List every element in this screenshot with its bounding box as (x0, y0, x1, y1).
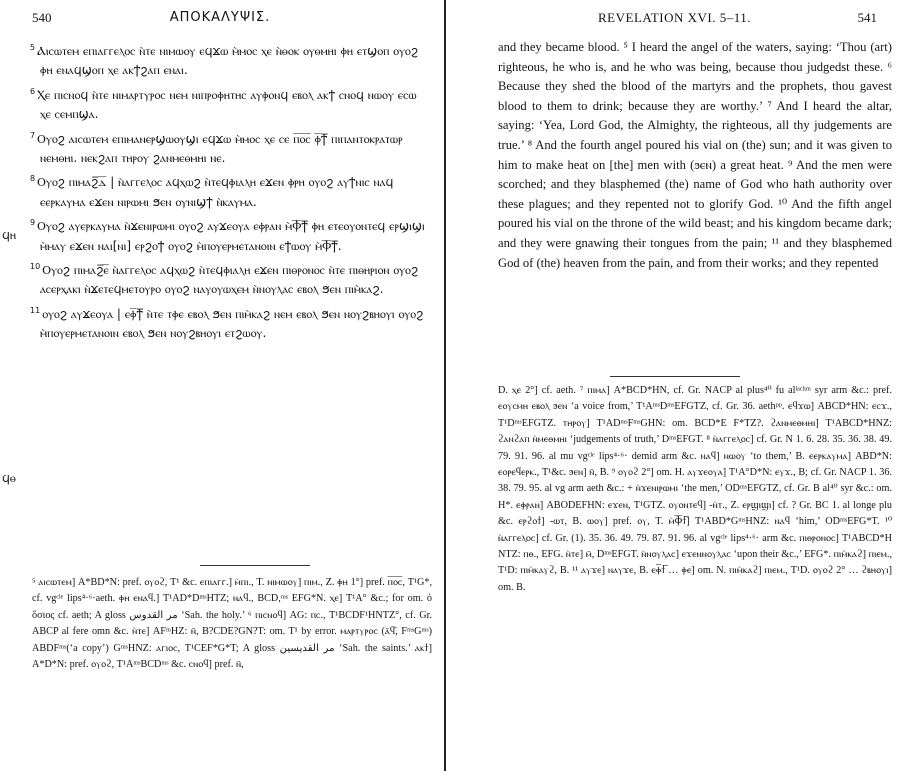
apparatus-text: D. ⲭⲉ 2°] cf. aeth. ⁷ ⲡⲓⲙⲁ] A*BCD*HN, cf. Gr. NACP al plus⁴⁰ fu alˡᵃᶜʰᵐ syr arm &c.: pref. ⲉⲟⲩⲥⲙⲏ ⲉⲃⲟⲗ ϧⲉⲛ ‘a voice from,’ T¹AᵐˢDᵐˢEFGTZ, cf. Gr. 36. aethᵖᵖ. ⲉϥϫⲱ] ABCD*HN: ⲉⲥϫ., T¹DᵐˢEFGTZ. ⲧⲏⲣⲟⲩ] T¹ADᵐˢFᵐˢGHN: om. BCD*E F*TZ?. ϩⲁⲛⲙⲉⲑⲙⲏⲓ] T¹ABCD*HNZ: ϩⲁⲛϩⲁⲡ ⲛ̀ⲙⲉⲑⲙⲏⲓ ‘judgements of truth,’ DᵐˢEFGT. ⁸ ⲛ̀ⲁⲅⲅⲉⲗⲟⲥ] cf. Gr. N 1. 6. 28. 35. 36. 38. 49. 79. 91. 96. al mu vgᶜˡᵉ lips⁴·⁶· demid arm &c. ⲛⲁϥ] ⲛⲱⲟⲩ ‘to them,’ B. ⲉⲉⲣⲕⲁⲩⲙⲁ] ABD*N: ⲉⲟⲣⲉϥⲉⲣⲕ., T¹&c. ϧⲉⲛ] ⲛ̄, B. ⁹ ⲟⲩⲟϩ 2°] om. H. ⲁⲩϫⲉⲟⲩⲁ] T¹A°D*N: ⲉⲩϫ., B; cf. Gr. NACP 1. 36. 38. 79. 95. al vg arm aeth &c.: + ⲛ̀ϫⲉⲛⲓⲣⲱⲙⲓ ‘the men,’ ODᵐˢEFGTZ, cf. Gr. B al⁴⁰ syr &c.: om. H*. ⲉⲫⲣⲁⲛ] ABODEFHN: ⲉϫⲉⲛ, T¹GTZ. ⲟⲩⲟⲛⲧⲉϥ] -ⲛ̀ⲧ., Z. ⲉⲣϣⲓϣⲓ] cf. ? Gr. BC 1. al longe plu &c. ⲉⲣϩⲟϯ] -ⲱⲧ, B. ⲱⲟⲩ] pref. ⲟⲩ, T. ⲙ̀Ⲫ̅ϯ̅] T¹ABD*GᵐˢHNZ: ⲛⲁϥ ‘him,’ ODᵐˢEFG*T. ¹⁰ ⲛ̀ⲁⲅⲅⲉⲗⲟⲥ] cf. Gr. (1). 35. 36. 49. 79. 87. 91. 96. al vgᶜˡᵉ lips⁴·⁶· arm &c. ⲡⲓⲑⲣⲟⲛⲟⲥ] T¹ABCD*H NTZ: ⲡⲑ., EFG. ⲛ̀ⲧⲉ] ⲙ̄, DᵐˢEFGT. ⲛ̀ⲛⲟⲩⲗⲁⲥ] ⲉϫⲉⲛⲛⲟⲩⲗⲁⲥ ‘upon their &c.,’ EFG*. ⲡⲓⲙ̀ⲕⲁϩ] ⲡⲓⲉⲙ., T¹D: ⲡⲓⲙ̀ⲕⲁⲩϩ, B. ¹¹ ⲁⲩϫⲉ] ⲛⲁⲩϫⲉ, B. ⲉⲫ̅ϯ̅ … ⲫⲉ] om. N. ⲡⲓⲙ̀ⲕⲁϩ] ⲡⲓⲉⲙ., T¹D. ⲟⲩⲟϩ 2° … ϩⲃⲏⲟⲩⲓ] om. B. (498, 385, 892, 593)
left-header (0, 10, 440, 30)
gutter-divider (444, 0, 446, 771)
verse-number: 6 (30, 86, 36, 96)
verse-9 (30, 213, 428, 256)
apparatus-right (498, 383, 892, 596)
page-number-left: 540 (32, 10, 52, 25)
verse-5 (30, 38, 428, 81)
english-translation (498, 38, 892, 273)
page-number-right: 541 (857, 10, 877, 25)
footnote-rule-left (200, 565, 310, 566)
verse-8 (30, 169, 428, 212)
verse-text: Ⲟⲩⲟϩ ⲡⲓⲙⲁϩ̅ⲇ̅ | ⲛ̀ⲁⲅⲅⲉⲗⲟⲥ ⲁϥⲭⲱϩ ⲛ̀ⲧⲉϥⲫⲓⲁⲗⲏ ⲉϫⲉⲛ ⲫⲣⲏ ⲟⲩⲟϩ ⲁⲩϯⲛⲓⲥ ⲛⲁϥ ⲉⲉⲣⲕⲁⲩⲙⲁ ⲉϫⲉⲛ ⲛⲓⲣⲱⲙⲓ ϧⲉⲛ ⲟⲩⲛⲓϣϯ ⲛ̀ⲕⲁⲩⲙⲁ. (37, 175, 394, 209)
margin-note-2: ϥⲑ (2, 471, 16, 485)
verse-text: Ⲟⲩⲟϩ ⲁⲓⲥⲱⲧⲉⲙ ⲉⲡⲓⲙⲁⲛⲉⲣϣⲱⲟⲩϣⲓ ⲉϥϫⲱ ⲙ̀ⲙⲟⲥ ⲭⲉ ⲥⲉ ⲡ̅ⲟ̅ⲥ̅ ⲫ̅ϯ̅ ⲡⲓⲡⲁⲛⲧⲟⲕⲣⲁⲧⲱⲣ ⲛⲉⲙⲑⲏⲓ. ⲛⲉⲕϩⲁⲡ ⲧⲏⲣⲟⲩ ϩⲁⲛⲙⲉⲑⲙⲏⲓ ⲛⲉ. (37, 131, 403, 166)
verse-number: 11 (30, 305, 41, 315)
translation-text: and they became blood. ⁵ I heard the angel of the waters, saying: ‘Thou (art) righteous, he who is, and he who was being, because thou judgedst these. ⁶ Because they shed the blood of the martyrs and the prophets, thou gavest blood to them to drink; because they are worthy.’ ⁷ And I heard the altar, saying: ‘Yea, Lord God, the Almighty, the righteous, all thy judgements are true.’ ⁸ And the fourth angel poured his vial on (the) sun; and it was given to him to make heat on [the] men with (ϧⲉⲛ) a great heat. ⁹ And the men were scorched; and they blasphemed (the) name of God who hath authority over these plagues; and they repented not to glorify God. ¹⁰ And the fifth angel poured his vial on the throne of the wild beast; and his kingdom became dark; and they were gnawing their tongues from the pain; ¹¹ and they blasphemed God of (the) heaven from the pain, and from their works; and they repented (498, 40, 892, 270)
verse-text: Ⲟⲩⲟϩ ⲁⲩⲉⲣⲕⲁⲩⲙⲁ ⲛ̀ϫⲉⲛⲓⲣⲱⲙⲓ ⲟⲩⲟϩ ⲁⲩϫⲉⲟⲩⲁ ⲉⲫⲣⲁⲛ ⲙ̀Ⲫ̅ϯ̅ ⲫⲏ ⲉⲧⲉⲟⲩⲟⲛⲧⲉϥ ⲉⲣϣⲓϣⲓ ⲙ̀ⲙⲁⲩ ⲉϫⲉⲛ ⲛⲁⲓ[ⲛⲓ] ⲉⲣϩⲟϯ ⲟⲩⲟϩ ⲙ̀ⲡⲟⲩⲉⲣⲙⲉⲧⲁⲛⲟⲓⲛ ⲉϯⲱⲟⲩ ⲙ̀Ⲫ̅ϯ̅. (37, 219, 425, 253)
left-page (0, 0, 440, 771)
verse-10 (30, 257, 428, 300)
running-title-right: REVELATION XVI. 5–11. (598, 10, 751, 25)
margin-note-1: ϥⲏ (2, 228, 17, 242)
verse-text: ⲟⲩⲟϩ ⲁⲩϫⲉⲟⲩⲁ | ⲉⲫ̅ϯ̅ ⲛ̀ⲧⲉ ⲧⲫⲉ ⲉⲃⲟⲗ ϧⲉⲛ ⲡⲓⲙ̀ⲕⲁϩ ⲛⲉⲙ ⲉⲃⲟⲗ ϧⲉⲛ ⲛⲟⲩϩⲃⲏⲟⲩⲓ ⲟⲩⲟϩ ⲙ̀ⲡⲟⲩⲉⲣⲙⲉⲧⲁⲛⲟⲓⲛ ⲉⲃⲟⲗ ϧⲉⲛ ⲛⲟⲩϩⲃⲏⲟⲩⲓ ⲉⲧϩⲱⲟⲩ. (40, 306, 424, 341)
verse-text: Ⲟⲩⲟϩ ⲡⲓⲙⲁϩ̅ⲉ̅ ⲛ̀ⲁⲅⲅⲉⲗⲟⲥ ⲁϥⲭⲱϩ ⲛ̀ⲧⲉϥⲫⲓⲁⲗⲏ ⲉϫⲉⲛ ⲡⲓⲑⲣⲟⲛⲟⲥ ⲛ̀ⲧⲉ ⲡⲓⲑⲏⲣⲓⲟⲛ ⲟⲩⲟϩ ⲁⲥⲉⲣⲭⲁⲕⲓ ⲛ̀ϫⲉⲧⲉϥⲙⲉⲧⲟⲩⲣⲟ ⲟⲩⲟϩ ⲛⲁⲩⲟⲩⲱⲭⲉⲙ ⲛ̀ⲛⲟⲩⲗⲁⲥ ⲉⲃⲟⲗ ϧⲉⲛ ⲡⲓⲙ̀ⲕⲁϩ. (40, 263, 419, 297)
apparatus-left (32, 575, 432, 673)
verse-7 (30, 126, 428, 169)
coptic-text (30, 38, 428, 345)
right-page (450, 0, 899, 771)
apparatus-text: ⁵ ⲁⲓⲥⲱⲧⲉⲙ] A*BD*N: pref. ⲟⲩⲟϩ, T¹ &c. ⲉⲡⲓⲁⲅⲅ.] ⲙ̀ⲡⲓ., T. ⲛⲓⲙⲱⲟⲩ] ⲡⲓⲙ., Z. ⲫⲏ 1°] pref. ⲡ̅ⲟ̅ⲥ̅, T¹G*, cf. vgᶜˡᵉ lips⁴·⁶·aeth. ⲫⲏ ⲉⲛⲁϥ.] T¹AD*DᵐˢHTZ; ⲛⲁϥ., BCD,ᵐˢ EFG*N. ⲭⲉ] T¹A° &c.; for om. ὁ ὅσιος cf. aeth; A gloss مر القدوس ‘Sah. the holy.’ ⁶ ⲡⲓⲥⲛⲟϥ] AG: ⲡⲥ., T¹BCDF¹HNTZ°, cf. Gr. ABCP al fere omn &c. ⲛ̀ⲧⲉ] AFᵐHZ: ⲛ̄, B?CDE?GN?T: om. T¹ by error. ⲙⲁⲣⲧⲩⲣⲟⲥ (ⲁ̄ϥ̄, FᵐˢGᵐˢ) ABDFᵐˢ(‘a copy’) GᵐˢHNZ: ⲁⲅⲓⲟⲥ, T¹CEF*G*T; A gloss مر القديسين ‘Sah. the saints.’ ⲁⲕϯ] A*D*N: pref. ⲟⲩⲟϩ, T¹AᵐˢBCDᵐˢ &c. ⲥⲛⲟϥ] pref. ⲛ̄, (32, 577, 432, 671)
verse-6 (30, 82, 428, 125)
verse-number: 9 (30, 218, 36, 228)
verse-number: 10 (30, 262, 41, 272)
right-header (450, 10, 899, 30)
verse-number: 7 (30, 130, 36, 140)
verse-text: Ⲭⲉ ⲡⲓⲥⲛⲟϥ ⲛ̀ⲧⲉ ⲛⲓⲙⲁⲣⲧⲩⲣⲟⲥ ⲛⲉⲙ ⲛⲓⲡⲣⲟⲫⲏⲧⲏⲥ ⲁⲩⲫⲟⲛϥ ⲉⲃⲟⲗ ⲁⲕϯ ⲥⲛⲟϥ ⲛⲱⲟⲩ ⲉⲥⲱ ⲭⲉ ⲥⲉⲙⲡϣⲁ. (37, 87, 417, 122)
verse-number: 5 (30, 43, 36, 52)
verse-11 (30, 301, 428, 344)
verse-number: 8 (30, 174, 36, 184)
running-title-left: ΑΠΟΚΑΛΥΨΙΣ. (169, 10, 271, 25)
footnote-rule-right (610, 376, 740, 377)
verse-text: Ⲁⲓⲥⲱⲧⲉⲙ ⲉⲡⲓⲁⲅⲅⲉⲗⲟⲥ ⲛ̀ⲧⲉ ⲛⲓⲙⲱⲟⲩ ⲉϥϫⲱ ⲙ̀ⲙⲟⲥ ⲭⲉ ⲛ̀ⲑⲟⲕ ⲟⲩⲑⲙⲏⲓ ⲫⲏ ⲉⲧϣⲟⲡ ⲟⲩⲟϩ ⲫⲏ ⲉⲛⲁϥϣⲟⲡ ⲭⲉ ⲁⲕϯϩⲁⲡ ⲉⲛⲁⲓ. (37, 44, 419, 78)
